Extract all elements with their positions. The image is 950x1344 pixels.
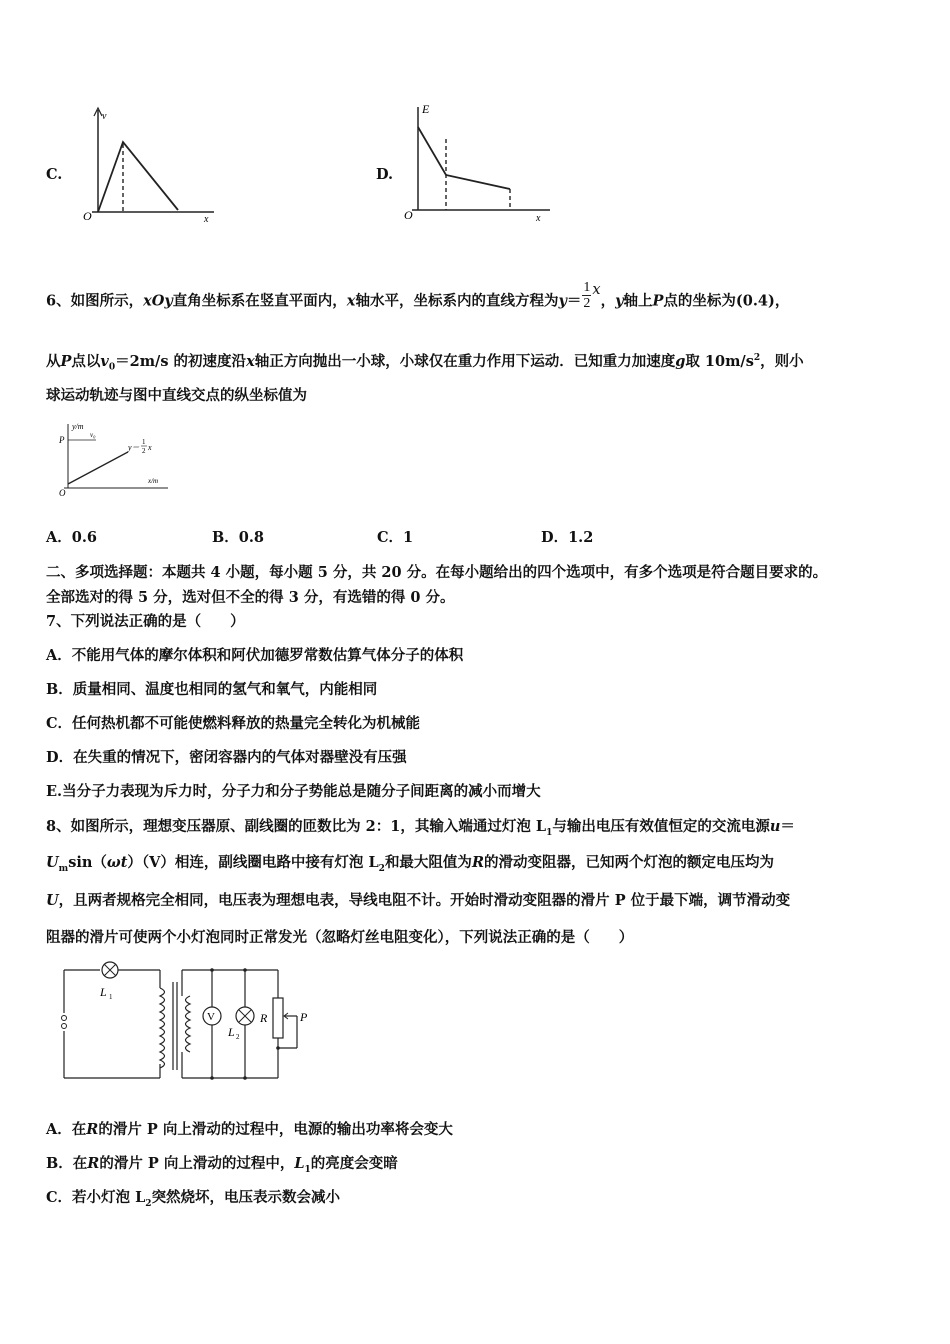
q6-option-a: A．0.6 — [46, 529, 97, 546]
graph-d-origin: O — [404, 208, 413, 222]
graph-d-y-label: E — [422, 102, 430, 116]
q6-fig-line-x: x — [148, 443, 152, 452]
primary-coil-icon — [160, 988, 165, 1068]
rheostat-icon — [273, 998, 283, 1038]
graph-d-energy — [400, 97, 560, 225]
section2-line-2: 全部选对的得 5 分，选对但不全的得 3 分，有选错的得 0 分。 — [46, 589, 455, 606]
option-d-label: D. — [376, 166, 394, 183]
q8-circuit-diagram — [52, 958, 322, 1088]
q8-line-3: U，且两者规格完全相同，电压表为理想电表，导线电阻不计。开始时滑动变阻器的滑片 P 位于最下端，调节滑动变 — [46, 892, 791, 909]
q6-fig-origin: O — [59, 488, 66, 498]
graph-c-origin: O — [83, 209, 92, 223]
secondary-coil-icon — [186, 996, 191, 1052]
graph-c-x-label: x — [204, 214, 209, 225]
q6-fig-y-label: y/m — [72, 422, 84, 431]
q6-fig-line-label: y＝ — [128, 443, 140, 452]
q8-line-2: $U_m\sin(\omega t)(V)$相连，副线圈电路中接有灯泡 $L_2$和最大阻值为R的滑动变阻器，已知两个灯泡的额定电压均为 — [46, 854, 774, 874]
q8-option-a: A．在R的滑片 P 向上滑动的过程中，电源的输出功率将会变大 — [46, 1121, 453, 1138]
q6-figure — [56, 418, 176, 500]
circuit-l1-sub: 1 — [109, 993, 113, 1001]
q6-fig-line-den: 2 — [142, 447, 146, 455]
q6-fig-x-label: x/m — [148, 477, 159, 485]
option-c-label: C. — [46, 166, 63, 183]
circuit-p-label: P — [300, 1010, 308, 1024]
q6-line-3: 球运动轨迹与图中直线交点的纵坐标值为 — [46, 387, 307, 404]
q6-option-d: D．1.2 — [541, 529, 594, 546]
section2-line-1: 二、多项选择题：本题共 4 小题，每小题 5 分，共 20 分。在每小题给出的四个选项中，有多个选项是符合题目要求的。 — [46, 564, 828, 581]
q7-option-a: A．不能用气体的摩尔体积和阿伏加德罗常数估算气体分子的体积 — [46, 647, 464, 664]
q6-fig-p: P — [59, 435, 65, 445]
circuit-r-label: R — [260, 1011, 268, 1025]
q8-option-b: B．在R的滑片 P 向上滑动的过程中，$L_1$的亮度会变暗 — [46, 1155, 398, 1175]
q7-option-c: C．任何热机都不可能使燃料释放的热量完全转化为机械能 — [46, 715, 421, 732]
circuit-l2-sub: 2 — [236, 1033, 240, 1041]
ac-source-terminal-icon — [62, 1016, 67, 1021]
q8-line-1: 8、如图所示，理想变压器原、副线圈的匝数比为 2：1，其输入端通过灯泡 $L_1$与输出电压有效值恒定的交流电源u＝ — [46, 818, 795, 838]
circuit-v-label: V — [207, 1011, 215, 1023]
q6-fraction: $\frac{1}{2}$ — [583, 280, 591, 311]
q7-option-b: B．质量相同、温度也相同的氢气和氧气，内能相同 — [46, 681, 378, 698]
q7-stem: 7、下列说法正确的是（ ） — [46, 613, 245, 630]
graph-c-velocity — [78, 100, 223, 225]
q6-fig-v0: v₀ — [90, 431, 96, 439]
q7-option-d: D．在失重的情况下，密闭容器内的气体对器壁没有压强 — [46, 749, 407, 766]
graph-d-x-label: x — [536, 213, 541, 224]
q6-line-2: 从P点以$v_0=2m/s$ 的初速度沿x轴正方向抛出一小球，小球仅在重力作用下运动．已知重力加速度g取 $10m/s^2$，则小 — [46, 352, 804, 373]
circuit-l1-label: L — [100, 985, 107, 999]
q7-option-e: E.当分子力表现为斥力时，分子力和分子势能总是随分子间距离的减小而增大 — [46, 783, 541, 800]
q8-line-4: 阻器的滑片可使两个小灯泡同时正常发光（忽略灯丝电阻变化），下列说法正确的是（ ） — [46, 929, 634, 946]
q6-fig-line-num: 1 — [142, 438, 146, 446]
graph-c-y-label: v — [102, 111, 107, 122]
q8-option-c: C．若小灯泡 $L_2$突然烧坏，电压表示数会减小 — [46, 1189, 341, 1209]
q6-option-b: B．0.8 — [212, 529, 264, 546]
q6-option-c: C．1 — [377, 529, 414, 546]
q6-line-1: 6、如图所示，xOy直角坐标系在竖直平面内，x轴水平，坐标系内的直线方程为y＝ $\frac{1}{2}$ x，y轴上P点的坐标为(0.4)， — [46, 280, 790, 311]
circuit-l2-label: L — [228, 1025, 235, 1039]
